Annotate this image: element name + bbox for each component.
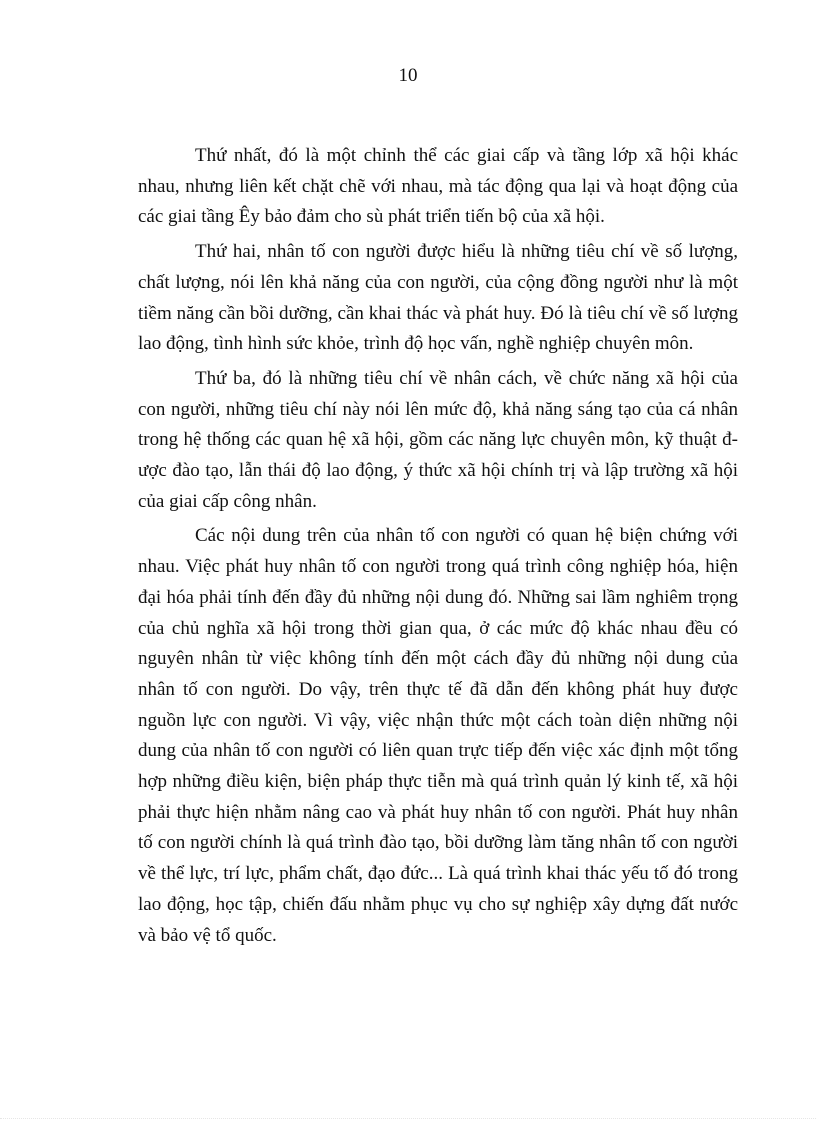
paragraph-fourth: Các nội dung trên của nhân tố con người có quan hệ biện chứng với nhau. Việc phát huy nhân tố con người trong quá trình công nghiệp hóa, hiện đại hóa phải tính đến đầy đủ những nội dung đó. Những sai lầm nghiêm trọng của chủ nghĩa xã hội trong thời gian qua, ở các mức độ khác nhau đều có nguyên nhân từ việc không tính đến một cách đầy đủ những nội dung của nhân tố con người. Do vậy, trên thực tế đã dẫn đến không phát huy được nguồn lực con người. Vì vậy, việc nhận thức một cách toàn diện những nội dung của nhân tố con người có liên quan trực tiếp đến việc xác định một tổng hợp những điều kiện, biện pháp thực tiễn mà quá trình quản lý kinh tế, xã hội phải thực hiện nhằm nâng cao và phát huy nhân tố con người. Phát huy nhân tố con người chính là quá trình đào tạo, bồi dưỡng làm tăng nhân tố con người về thể lực, trí lực, phẩm chất, đạo đức... Là quá trình khai thác yếu tố đó trong lao động, học tập, chiến đấu nhằm phục vụ cho sự nghiệp xây dựng đất nước và bảo vệ tổ quốc. [138,525,738,946]
paragraph-third: Thứ ba, đó là những tiêu chí về nhân cách, về chức năng xã hội của con người, những tiêu chí này nói lên mức độ, khả năng sáng tạo của cá nhân trong hệ thống các quan hệ xã hội, gồm các năng lực chuyên môn, kỹ thuật được đào tạo, lẫn thái độ lao động, ý thức xã hội chính trị và lập trường xã hội của giai cấp công nhân. [138,367,738,512]
paragraph-first: Thứ nhất, đó là một chỉnh thể các giai cấp và tầng lớp xã hội khác nhau, nhưng liên kết chặt chẽ với nhau, mà tác động qua lại và hoạt động của các giai tầng Êy bảo đảm cho sù phát triển tiến bộ của xã hội. [138,145,738,228]
page-number: 10 [398,65,418,86]
page-bottom-divider [0,1118,816,1119]
body-text [138,141,738,955]
paragraph-second: Thứ hai, nhân tố con người được hiểu là những tiêu chí về số lượng, chất lượng, nói lên khả năng của con người, của cộng đồng người như là một tiềm năng cần bồi dưỡng, cần khai thác và phát huy. Đó là tiêu chí về số lượng lao động, tình hình sức khỏe, trình độ học vấn, nghề nghiệp chuyên môn. [138,241,738,355]
